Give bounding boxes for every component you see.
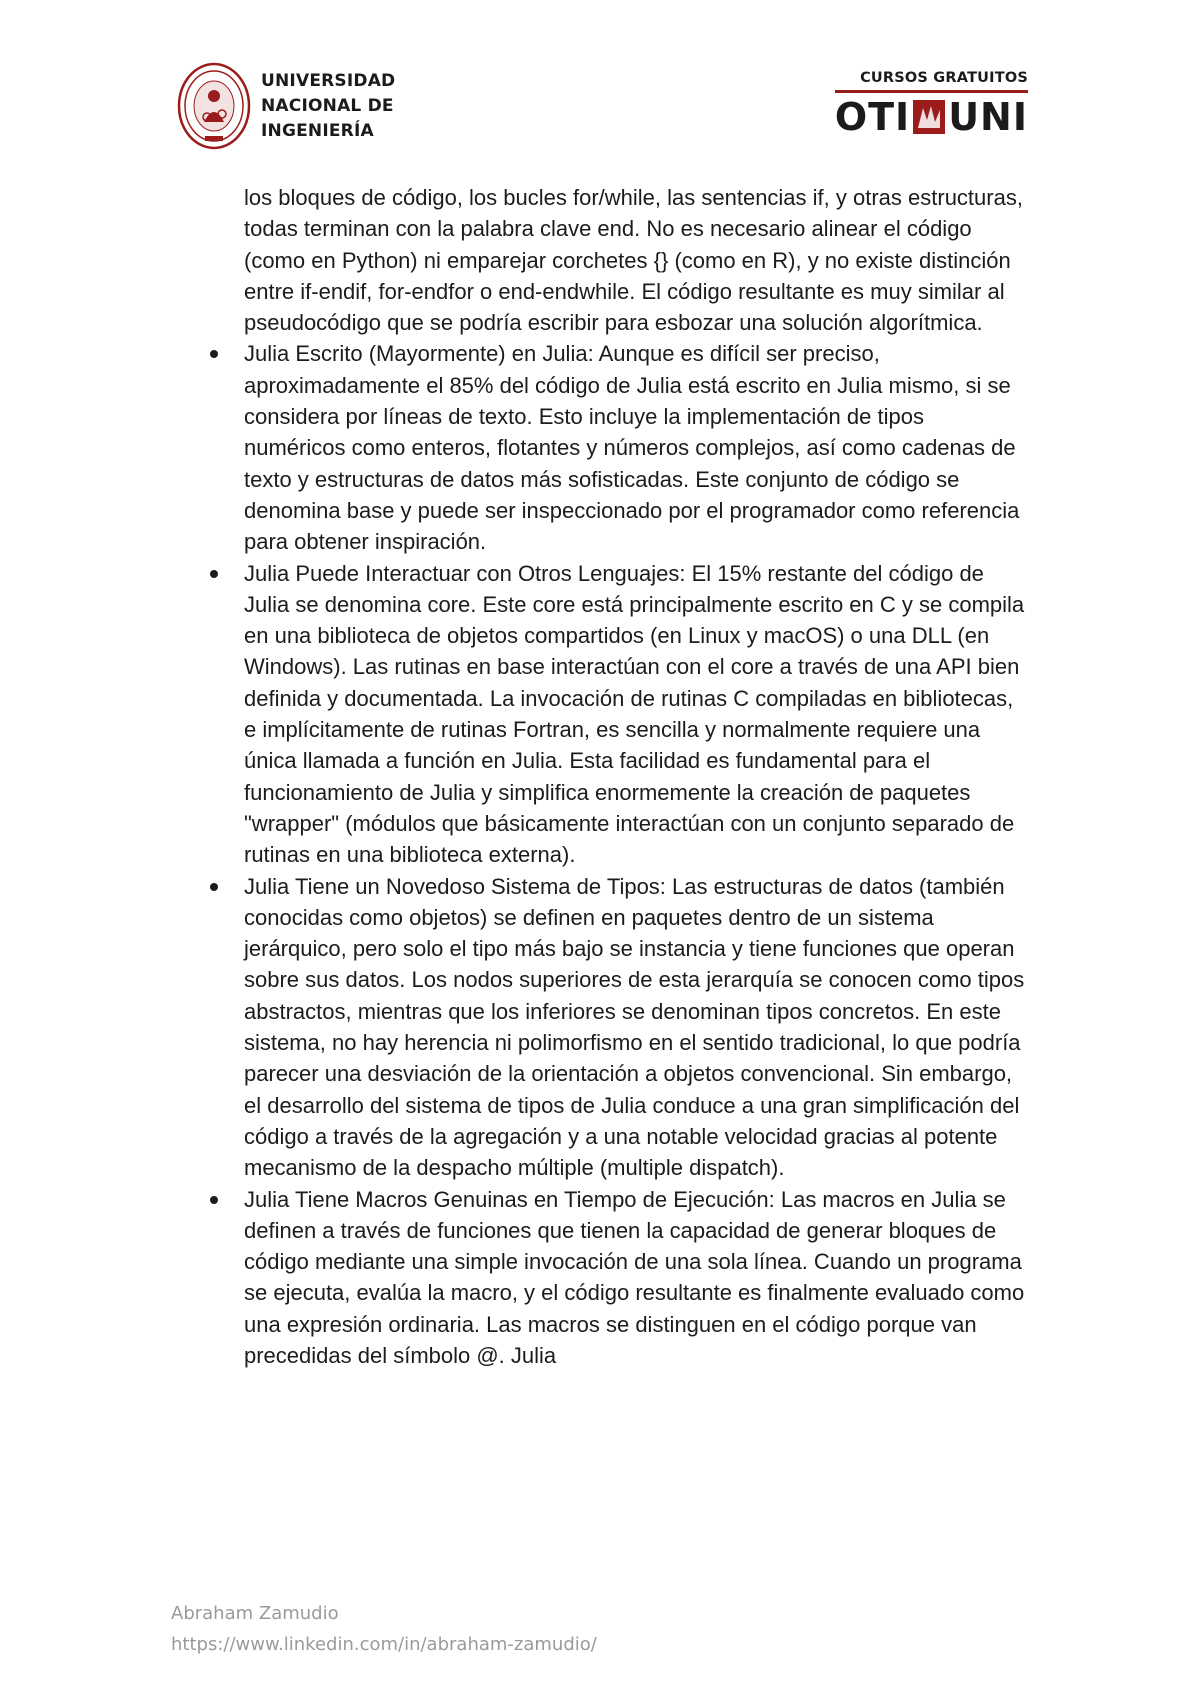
continuation-paragraph: los bloques de código, los bucles for/while, las sentencias if, y otras estructuras, todas terminan con la palabra clave end. No es necesario alinear el código (como en Python) ni emparejar corchetes {} (como en R), y no existe distinción entre if-endif, for-endfor o end-endwhile. El código resultante es muy similar al pseudocódigo que se podría escribir para esbozar una solución algorítmica. bbox=[244, 185, 1023, 336]
list-item bbox=[200, 871, 1030, 1184]
page-header bbox=[0, 0, 1192, 170]
oti-wordmark bbox=[835, 97, 1028, 137]
list-item-text: Julia Puede Interactuar con Otros Lenguajes: El 15% restante del código de Julia se denomina core. Este core está principalmente escrito en C y se compila en una biblioteca de objetos compartidos (en Linux y macOS) o una DLL (en Windows). Las rutinas en base interactúan con el core a través de una API bien definida y documentada. La invocación de rutinas C compiladas en bibliotecas, e implícitamente de rutinas Fortran, es sencilla y normalmente requiere una única llamada a función en Julia. Esta facilidad es fundamental para el funcionamiento de Julia y simplifica enormemente la creación de paquetes "wrapper" (módulos que básicamente interactúan con un conjunto separado de rutinas en una biblioteca externa). bbox=[244, 560, 1025, 868]
bullet-dot-icon bbox=[210, 350, 218, 358]
oti-emblem-icon bbox=[913, 100, 945, 134]
list-item-text: Julia Escrito (Mayormente) en Julia: Aunque es difícil ser preciso, aproximadamente el 85% del código de Julia está escrito en Julia mismo, si se considera por líneas de texto. Esto incluye la implementación de tipos numéricos como enteros, flotantes y números complejos, así como cadenas de texto y estructuras de datos más sofisticadas. Este conjunto de código se denomina base y puede ser inspeccionado por el programador como referencia para obtener inspiración. bbox=[244, 341, 1020, 555]
bullet-dot-icon bbox=[210, 883, 218, 891]
feature-list bbox=[200, 338, 1030, 1371]
footer-url[interactable]: https://www.linkedin.com/in/abraham-zamudio/ bbox=[171, 1634, 597, 1655]
university-name-line3: INGENIERÍA bbox=[261, 120, 374, 141]
university-seal-icon bbox=[177, 62, 251, 150]
footer-author: Abraham Zamudio bbox=[171, 1603, 339, 1624]
oti-tagline: CURSOS GRATUITOS bbox=[860, 70, 1028, 86]
page-footer bbox=[171, 1598, 597, 1660]
list-item-text: Julia Tiene Macros Genuinas en Tiempo de Ejecución: Las macros en Julia se definen a través de funciones que tienen la capacidad de generar bloques de código mediante una simple invocación de una sola línea. Cuando un programa se ejecuta, evalúa la macro, y el código resultante es finalmente evaluado como una expresión ordinaria. Las macros se distinguen en el código porque van precedidas del símbolo @. Julia bbox=[244, 1186, 1025, 1368]
university-name-line2: NACIONAL DE bbox=[261, 95, 394, 116]
oti-accent-bar bbox=[835, 90, 1028, 93]
list-item-text: Julia Tiene un Novedoso Sistema de Tipos: Las estructuras de datos (también conocidas como objetos) se definen en paquetes dentro de un sistema jerárquico, pero solo el tipo más bajo se instancia y tiene funciones que operan sobre sus datos. Los nodos superiores de esta jerarquía se conocen como tipos abstractos, mientras que los inferiores se denominan tipos concretos. En este sistema, no hay herencia ni polimorfismo en el sentido tradicional, lo que podría parecer una desviación de la orientación a objetos convencional. Sin embargo, el desarrollo del sistema de tipos de Julia conduce a una gran simplificación del código a través de la agregación y a una notable velocidad gracias al potente mecanismo de la despacho múltiple (multiple dispatch). bbox=[244, 873, 1025, 1181]
list-item bbox=[200, 338, 1030, 557]
university-logo bbox=[177, 62, 395, 150]
document-body bbox=[200, 182, 1030, 1371]
list-item bbox=[200, 1184, 1030, 1372]
list-item bbox=[200, 558, 1030, 871]
bullet-dot-icon bbox=[210, 570, 218, 578]
oti-uni-logo bbox=[835, 70, 1028, 137]
bullet-dot-icon bbox=[210, 1196, 218, 1204]
university-name bbox=[261, 69, 395, 144]
university-name-line1: UNIVERSIDAD bbox=[261, 70, 396, 91]
oti-wordmark-left: OTI bbox=[834, 95, 911, 139]
oti-wordmark-right: UNI bbox=[948, 95, 1028, 139]
